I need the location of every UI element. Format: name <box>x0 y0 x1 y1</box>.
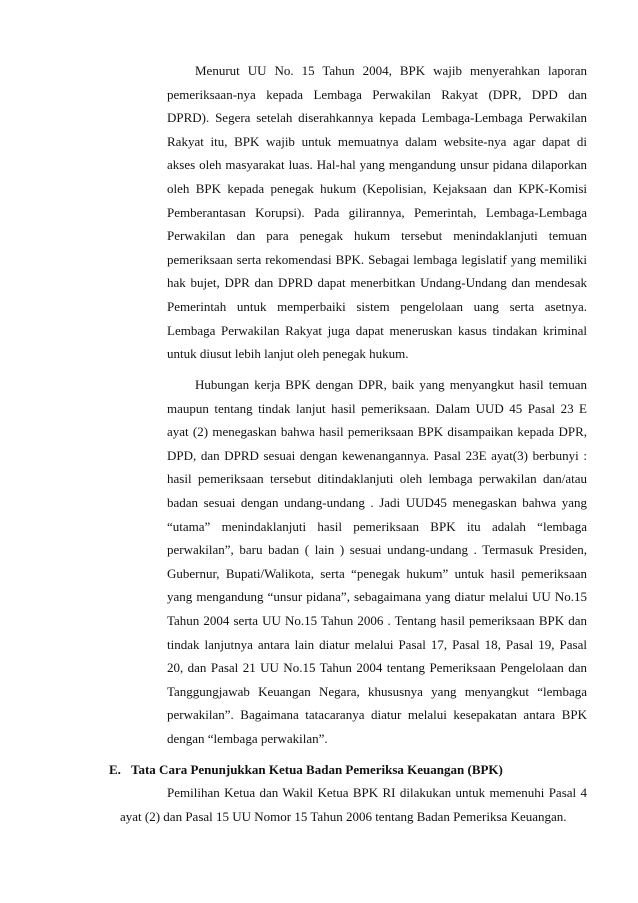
text-line: dengan “lembaga perwakilan”. <box>167 730 328 746</box>
text-line: Pemerintah untuk memperbaiki sistem pengelolaan uang serta asetnya. <box>167 298 587 314</box>
text-line: perwakilan”. Bagaimana tatacaranya diatur melalui kesepakatan antara BPK <box>167 707 587 723</box>
section-heading-title: Tata Cara Penunjukkan Ketua Badan Pemeriksa Keuangan (BPK) <box>131 762 503 777</box>
text-line: DPD, dan DPRD sesuai dengan kewenangannya. Pasal 23E ayat(3) berbunyi : <box>167 447 587 463</box>
text-line: hak bujet, DPR dan DPRD dapat menerbitkan Undang-Undang dan mendesak <box>167 275 587 291</box>
text-line: Tanggungjawab Keuangan Negara, khususnya yang menyangkut “lembaga <box>167 683 587 699</box>
text-line: Pemilihan Ketua dan Wakil Ketua BPK RI dilakukan untuk memenuhi Pasal 4 <box>167 785 587 800</box>
text-line: pemeriksaan serta rekomendasi BPK. Sebagai lembaga legislatif yang memiliki <box>167 251 587 267</box>
text-line: maupun tentang tindak lanjut hasil pemeriksaan. Dalam UUD 45 Pasal 23 E <box>167 400 587 416</box>
text-line: oleh BPK kepada penegak hukum (Kepolisian, Kejaksaan dan KPK-Komisi <box>167 180 587 196</box>
text-line: Hubungan kerja BPK dengan DPR, baik yang menyangkut hasil temuan <box>195 377 587 392</box>
section-heading-label: E. <box>109 762 121 777</box>
text-line: yang mengandung “unsur pidana”, sebagaimana yang diatur melalui UU No.15 <box>167 589 587 605</box>
text-line: DPRD). Segera setelah diserahkannya kepada Lembaga-Lembaga Perwakilan <box>167 110 587 126</box>
text-line: Menurut UU No. 15 Tahun 2004, BPK wajib menyerahkan laporan <box>195 63 587 78</box>
text-line: “utama” menindaklanjuti hasil pemeriksaan BPK itu adalah “lembaga <box>167 518 587 534</box>
paragraph-bpk-dpr-relation <box>167 373 587 751</box>
text-line: Perwakilan dan para penegak hukum tersebut menindaklanjuti temuan <box>167 228 587 244</box>
text-line: Gubernur, Bupati/Walikota, serta “penegak hukum” untuk hasil pemeriksaan <box>167 565 587 581</box>
text-line: Lembaga Perwakilan Rakyat juga dapat meneruskan kasus tindakan kriminal <box>167 322 587 338</box>
text-line: untuk diusut lebih lanjut oleh penegak hukum. <box>167 346 409 362</box>
text-line: ayat (2) dan Pasal 15 UU Nomor 15 Tahun 2006 tentang Badan Pemeriksa Keuangan. <box>120 808 567 824</box>
paragraph-bpk-reporting <box>167 59 587 366</box>
text-line: Tahun 2004 serta UU No.15 Tahun 2006 . Tentang hasil pemeriksaan BPK dan <box>167 612 587 628</box>
text-line: ayat (2) menegaskan bahwa hasil pemeriksaan BPK disampaikan kepada DPR, <box>167 424 587 440</box>
text-line: Pemberantasan Korupsi). Pada gilirannya, Pemerintah, Lembaga-Lembaga <box>167 204 587 220</box>
text-line: 20, dan Pasal 21 UU No.15 Tahun 2004 tentang Pemeriksaan Pengelolaan dan <box>167 660 587 676</box>
text-line: tindak lanjutnya antara lain diatur melalui Pasal 17, Pasal 18, Pasal 19, Pasal <box>167 636 587 652</box>
text-line: badan sesuai dengan undang-undang . Jadi UUD45 menegaskan bahwa yang <box>167 494 587 510</box>
text-line: Rakyat itu, BPK wajib untuk memuatnya dalam website-nya agar dapat di <box>167 133 587 149</box>
text-line: pemeriksaan-nya kepada Lembaga Perwakilan Rakyat (DPR, DPD dan <box>167 86 587 102</box>
text-line: perwakilan”, baru badan ( lain ) sesuai undang-undang . Termasuk Presiden, <box>167 542 587 558</box>
text-line: hasil pemeriksaan tersebut ditindaklanjuti oleh lembaga perwakilan dan/atau <box>167 471 587 487</box>
paragraph-ketua-selection <box>120 781 587 828</box>
text-line: akses oleh masyarakat luas. Hal-hal yang mengandung unsur pidana dilaporkan <box>167 157 587 173</box>
section-heading <box>109 758 609 782</box>
